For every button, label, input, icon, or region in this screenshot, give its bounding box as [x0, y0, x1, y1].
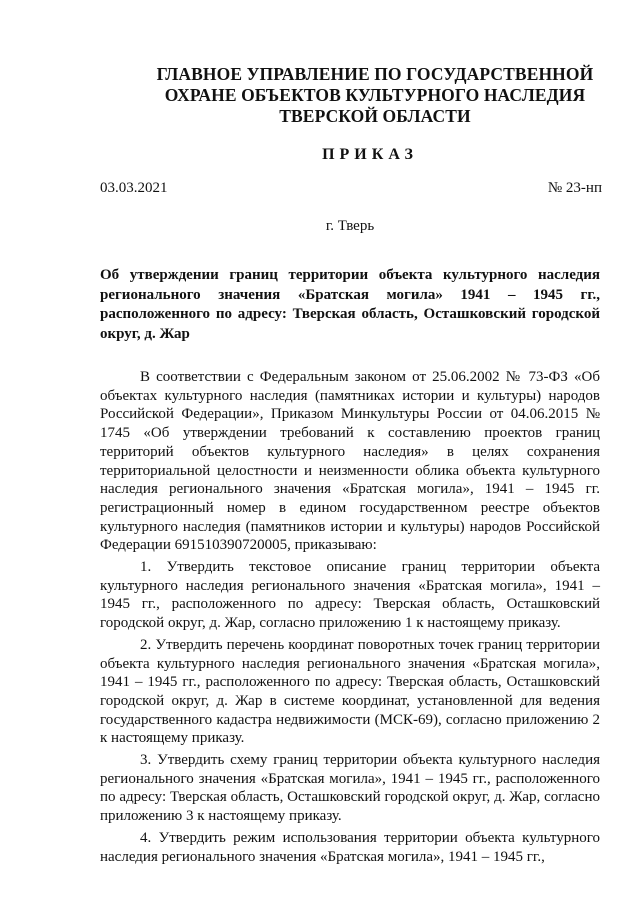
document-date: 03.03.2021	[100, 180, 168, 196]
order-item-2: 2. Утвердить перечень координат поворотных точек границ территории объекта культурного наследия регионального значения «Братская могила», 1941 – 1945 гг., расположенного по адресу: Тверская область, Осташковский городской округ, д. Жар в системе координат, установленной для ведения государственного кадастра недвижимости (МСК-69), согласно приложению 2 к настоящему приказу.	[100, 636, 600, 747]
order-item-3: 3. Утвердить схему границ территории объекта культурного наследия регионального значения «Братская могила», 1941 – 1945 гг., расположенного по адресу: Тверская область, Осташковский городской округ, д. Жар, согласно приложению 3 к настоящему приказу.	[100, 752, 600, 825]
document-number: № 23-нп	[547, 180, 602, 196]
preamble-paragraph: В соответствии с Федеральным законом от 25.06.2002 № 73-ФЗ «Об объектах культурного наследия (памятниках истории и культуры) народов Российской Федерации», Приказом Минкультуры России от 04.06.2015 № 1745 «Об утверждении требований к составлению проектов границ территорий объектов культурного наследия» в целях сохранения территориальной целостности и неизменности облика объекта культурного наследия регионального значения «Братская могила», 1941 – 1945 гг. регистрационный номер в едином государственном реестре объектов культурного наследия (памятников истории и культуры) народов Российской Федерации 691510390720005, приказываю:	[100, 369, 600, 554]
document-body	[100, 368, 600, 866]
order-item-4: 4. Утвердить режим использования территории объекта культурного наследия регионального значения «Братская могила», 1941 – 1945 гг.,	[100, 829, 600, 865]
document-city: г. Тверь	[325, 218, 375, 234]
organization-name-line-2: ОХРАНЕ ОБЪЕКТОВ КУЛЬТУРНОГО НАСЛЕДИЯ	[164, 85, 586, 105]
document-type-title: ПРИКАЗ	[322, 146, 418, 163]
organization-name	[100, 64, 640, 127]
order-item-1: 1. Утвердить текстовое описание границ территории объекта культурного наследия регионального значения «Братская могила», 1941 – 1945 гг., расположенного по адресу: Тверская область, Осташковский городской округ, д. Жар, согласно приложению 1 к настоящему приказу.	[100, 559, 600, 632]
organization-name-line-3: ТВЕРСКОЙ ОБЛАСТИ	[279, 106, 471, 126]
document-subject: Об утверждении границ территории объекта культурного наследия регионального значения «Братская могила» 1941 – 1945 гг., расположенного по адресу: Тверская область, Осташковский городской округ, д. Жар	[100, 267, 600, 342]
organization-name-line-1: ГЛАВНОЕ УПРАВЛЕНИЕ ПО ГОСУДАРСТВЕННОЙ	[156, 64, 594, 84]
